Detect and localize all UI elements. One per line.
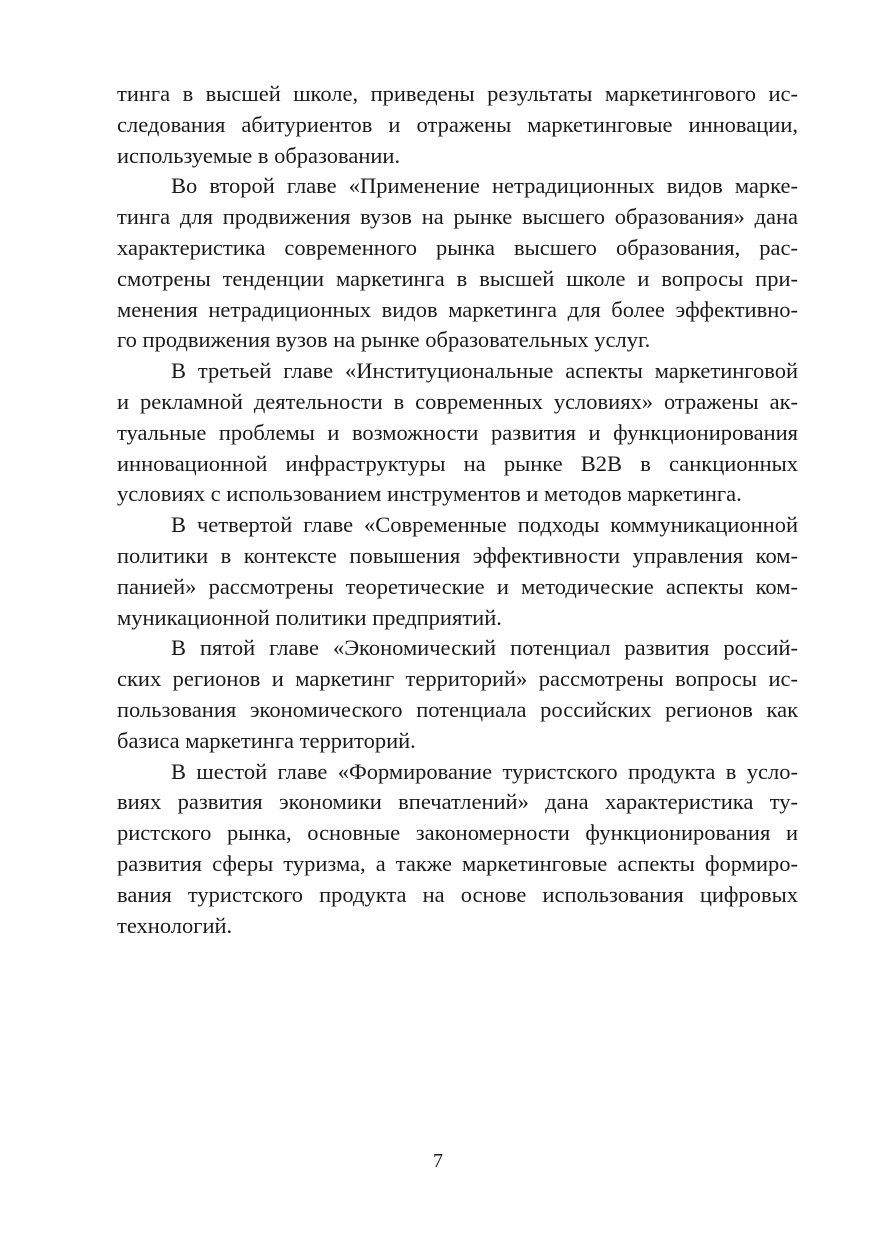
text-line: туальные проблемы и возможности развития и функционирования <box>117 419 798 445</box>
text-line: ристского рынка, основные закономерности функционирования и <box>117 820 798 846</box>
text-line: базиса маркетинга территорий. <box>117 727 416 753</box>
text-line: пользования экономического потенциала российских регионов как <box>117 696 798 722</box>
text-line: смотрены тенденции маркетинга в высшей школе и вопросы при- <box>117 265 798 291</box>
text-line: менения нетрадиционных видов маркетинга для более эффективно- <box>117 296 798 322</box>
text-line: В пятой главе «Экономический потенциал развития россий- <box>171 635 798 661</box>
paragraph-chapter-6 <box>117 757 798 942</box>
text-line: В четвертой главе «Современные подходы коммуникационной <box>171 512 798 538</box>
text-line: следования абитуриентов и отражены маркетинговые инновации, <box>117 111 798 137</box>
paragraph-continuation <box>117 79 798 171</box>
text-line: виях развития экономики впечатлений» дана характеристика ту- <box>117 789 798 815</box>
text-line: муникационной политики предприятий. <box>117 604 502 630</box>
text-line: и рекламной деятельности в современных условиях» отражены ак- <box>117 388 798 414</box>
text-line: условиях с использованием инструментов и методов маркетинга. <box>117 481 742 507</box>
text-line: В третьей главе «Институциональные аспекты маркетинговой <box>171 358 798 384</box>
paragraph-chapter-2 <box>117 171 798 356</box>
text-line: технологий. <box>117 912 233 938</box>
text-line: политики в контексте повышения эффективности управления ком- <box>117 542 798 568</box>
text-line: В шестой главе «Формирование туристского продукта в усло- <box>171 758 798 784</box>
text-line: характеристика современного рынка высшего образования, рас- <box>117 234 798 260</box>
page-number: 7 <box>433 1150 443 1172</box>
text-line: Во второй главе «Применение нетрадиционных видов марке- <box>171 173 798 199</box>
body-text <box>117 79 798 941</box>
text-line: вания туристского продукта на основе использования цифровых <box>117 881 798 907</box>
paragraph-chapter-5 <box>117 633 798 756</box>
text-line: используемые в образовании. <box>117 142 401 168</box>
paragraph-chapter-4 <box>117 510 798 633</box>
text-line: панией» рассмотрены теоретические и методические аспекты ком- <box>117 573 798 599</box>
text-line: тинга для продвижения вузов на рынке высшего образования» дана <box>117 204 798 230</box>
text-line: го продвижения вузов на рынке образовательных услуг. <box>117 327 651 353</box>
text-line: развития сферы туризма, а также маркетинговые аспекты формиро- <box>117 850 798 876</box>
text-line: ских регионов и маркетинг территорий» рассмотрены вопросы ис- <box>117 666 798 692</box>
paragraph-chapter-3 <box>117 356 798 510</box>
text-line: тинга в высшей школе, приведены результаты маркетингового ис- <box>117 81 798 106</box>
text-line: инновационной инфраструктуры на рынке B2B в санкционных <box>117 450 798 476</box>
